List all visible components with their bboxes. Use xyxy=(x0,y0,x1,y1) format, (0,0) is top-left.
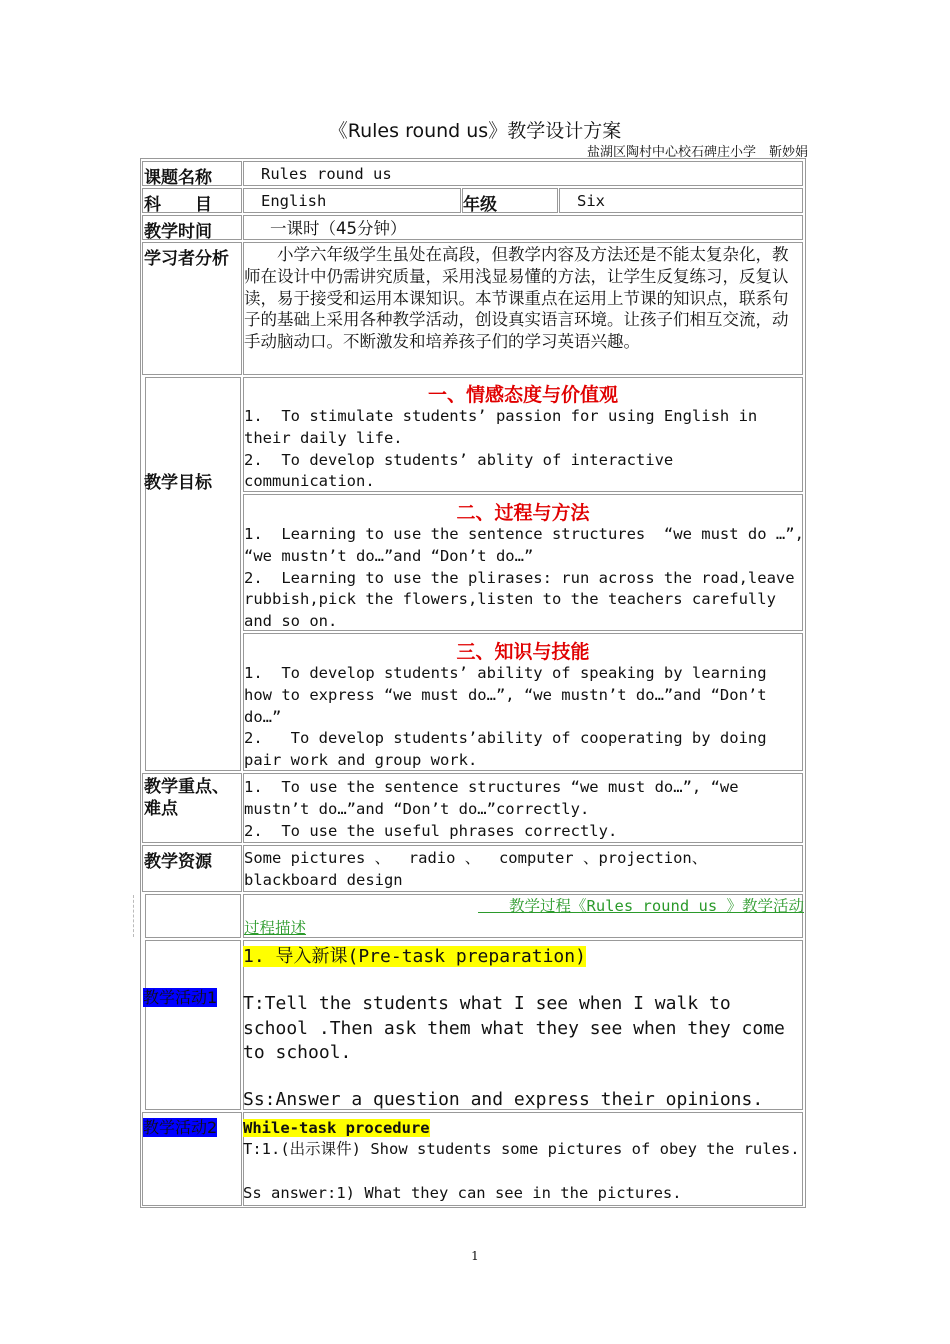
goal2-title: 二、过程与方法 xyxy=(456,502,590,524)
document-title: 《Rules round us》教学设计方案 xyxy=(328,120,622,142)
activity2-heading xyxy=(243,1117,430,1139)
grade-value: Six xyxy=(577,192,605,210)
goal1-text: 1. To stimulate students’ passion for using English in their daily life. 2. To develop students’ ablity of interactive communication. xyxy=(244,407,758,491)
activity1-heading xyxy=(243,944,586,969)
process-label-cell xyxy=(145,894,241,938)
activity2-label xyxy=(143,1116,240,1140)
time-value: 一课时（45分钟） xyxy=(270,219,407,238)
activity2-ss: Ss answer:1) What they can see in the pictures. xyxy=(243,1184,682,1202)
activity1-t: T:Tell the students what I see when I walk to school .Then ask them what they see when they come to school. xyxy=(243,993,785,1063)
goal3-text: 1. To develop students’ ability of speaking by learning how to express “we must do…”, “we mustn’t do…”and “Don’t do…” 2. To develop students’ability of cooperating by doing pair work and group work. xyxy=(244,664,767,770)
learner-label: 学习者分析 xyxy=(144,249,229,269)
topic-label: 课题名称 xyxy=(144,168,212,188)
goals-label-cell xyxy=(145,377,241,771)
subject-value: English xyxy=(261,192,327,210)
activity1-heading-text: 1. 导入新课(Pre-task preparation) xyxy=(243,946,586,967)
activity1-ss: Ss:Answer a question and express their opinions. xyxy=(243,1089,764,1110)
goals-label: 教学目标 xyxy=(144,473,212,493)
activity2-heading-text: While-task procedure xyxy=(243,1119,430,1137)
activity1-label-text: 教学活动1 xyxy=(143,988,218,1007)
activity1-label-cell xyxy=(145,940,241,1110)
goal2-text: 1. Learning to use the sentence structures “we must do …”, “we mustn’t do…”and “Don’t do…” 2. Learning to use the plirases: run across the road,leave rubbish,pick the flowers,listen to the teachers carefully and so on. xyxy=(244,525,804,631)
grade-label: 年级 xyxy=(463,195,497,215)
activity1-label xyxy=(143,986,240,1010)
learner-text: 小学六年级学生虽处在高段，但教学内容及方法还是不能太复杂化，教师在设计中仍需讲究质量，采用浅显易懂的方法，让学生反复练习，反复认读，易于接受和运用本课知识。本节课重点在运用上节课的知识点，联系句子的基础上采用各种教学活动，创设真实语言环境。让孩子们相互交流，动手动脑动口。不断激发和培养孩子们的学习英语兴趣。 xyxy=(244,245,789,352)
activity2-t: T:1.(出示课件) Show students some pictures of obey the rules. xyxy=(243,1140,800,1158)
subject-label: 科 目 xyxy=(144,195,212,215)
resources-label: 教学资源 xyxy=(144,852,212,872)
keypoints-label: 教学重点、难点 xyxy=(144,777,229,819)
left-margin-mark xyxy=(133,895,135,937)
topic-value: Rules round us xyxy=(261,165,392,183)
process-line1: 教学过程《Rules round us 》教学活动 xyxy=(478,897,804,915)
keypoints-text: 1. To use the sentence structures “we must do…”, “we mustn’t do…”and “Don’t do…”correctly. 2. To use the useful phrases correctly. xyxy=(244,778,739,840)
page-number: 1 xyxy=(471,1249,479,1263)
resources-text: Some pictures 、 radio 、 computer 、projection、blackboard design xyxy=(244,849,708,889)
activity2-label-text: 教学活动2 xyxy=(143,1118,218,1137)
time-label: 教学时间 xyxy=(144,222,212,242)
process-line2: 过程描述 xyxy=(244,919,307,937)
goal3-title: 三、知识与技能 xyxy=(456,641,590,663)
goal1-title: 一、情感态度与价值观 xyxy=(427,384,618,406)
author-line: 盐湖区陶村中心校石碑庄小学 靳妙娟 xyxy=(586,145,808,160)
